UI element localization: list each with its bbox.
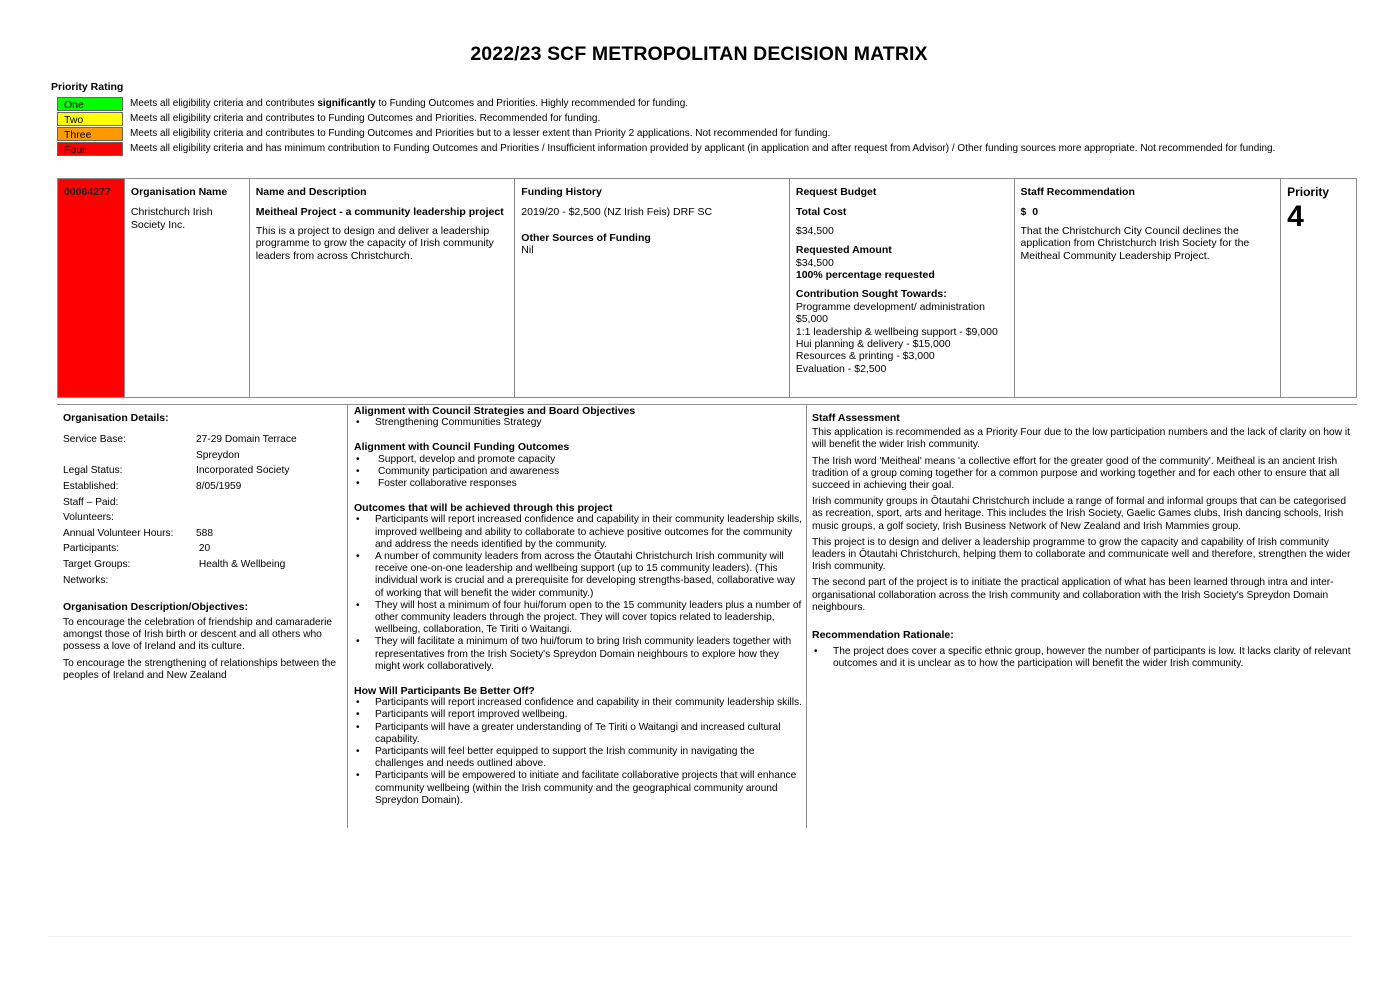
organisation-objective: To encourage the celebration of friendship and camaraderie amongst those of Irish birth or descent and all others who possess a love of Ireland and its culture. bbox=[63, 616, 333, 653]
organisation-detail-row bbox=[63, 528, 345, 540]
priority-description bbox=[130, 113, 600, 125]
detail-value: 27-29 Domain Terrace bbox=[196, 434, 297, 446]
funding-history: 2019/20 - $2,500 (NZ Irish Feis) DRF SC bbox=[521, 206, 713, 219]
footer-divider bbox=[48, 936, 1352, 937]
detail-label: Target Groups: bbox=[63, 558, 131, 570]
outcomes-achieved-heading: Outcomes that will be achieved through this project bbox=[354, 502, 613, 515]
assessment-paragraph: Irish community groups in Ōtautahi Christchurch include a range of formal and informal groups that can be categorised as recreation, sport, arts and heritage. This includes the Irish Society, Gaelic Games clubs, Irish dancing schools, Irish music groups, a golf society, Irish Business Network of New Zealand and Irish Mammies group. bbox=[812, 496, 1346, 532]
priority-swatch: Three bbox=[57, 127, 123, 141]
list-item: • The project does cover a specific ethnic group, however the number of participants is low. It lacks clarity of relevant outcomes and it is unclear as to how the participation will benefit the wider Irish community. bbox=[812, 646, 1352, 670]
organisation-detail-row bbox=[63, 450, 345, 462]
priority-description-text: Meets all eligibility criteria and has minimum contribution to Funding Outcomes and Priorities / Insufficient information provided by applicant (in application and after request from Advisor) / Other funding sources more appropriate. Not recommended for funding. bbox=[130, 142, 1276, 154]
detail-label: Staff – Paid: bbox=[63, 496, 119, 508]
detail-value: Health & Wellbeing bbox=[196, 558, 286, 570]
contribution-list bbox=[796, 301, 1008, 375]
organisation-name: Christchurch Irish Society Inc. bbox=[130, 206, 213, 231]
request-budget-cell bbox=[790, 179, 1015, 397]
project-description: This is a project to design and deliver a leadership programme to grow the capacity of Irish community leaders from across Christchurch. bbox=[255, 224, 494, 262]
organisation-details-list bbox=[63, 434, 345, 587]
priority-description-text: Meets all eligibility criteria and contributes to Funding Outcomes and Priorities but to a lesser extent than Priority 2 applications. Not recommended for funding. bbox=[130, 127, 831, 139]
assessment-paragraph: The Irish word 'Meitheal' means 'a collective effort for the greater good of the community'. Meitheal is an ancient Irish tradition of a group coming together for a common purpose and working together and for each other to ensure that all succeed in achieving their goal. bbox=[812, 455, 1340, 492]
organisation-detail-row bbox=[63, 559, 345, 571]
detail-label: Volunteers: bbox=[63, 512, 114, 524]
priority-value: 4 bbox=[1287, 200, 1304, 234]
funding-outcomes-heading: Alignment with Council Funding Outcomes bbox=[354, 441, 570, 454]
percentage-requested: 100% percentage requested bbox=[795, 269, 935, 282]
detail-value: 8/05/1959 bbox=[196, 480, 242, 492]
contribution-item: Evaluation - $2,500 bbox=[795, 362, 887, 375]
recommended-amount: $ 0 bbox=[1020, 206, 1039, 219]
list-item: • Participants will have a greater understanding of Te Tiriti o Waitangi and increased cultural capability. bbox=[354, 722, 802, 746]
application-id: 00064277 bbox=[64, 186, 111, 198]
organisation-name-heading: Organisation Name bbox=[130, 186, 228, 198]
priority-rating-row bbox=[57, 142, 1275, 156]
requested-amount: $34,500 bbox=[795, 256, 834, 269]
list-item: • Foster collaborative responses bbox=[354, 478, 802, 490]
alignment-column bbox=[354, 405, 802, 807]
name-description-heading: Name and Description bbox=[255, 186, 367, 198]
list-item: • Strengthening Communities Strategy bbox=[354, 417, 802, 429]
other-sources-heading: Other Sources of Funding bbox=[521, 231, 651, 244]
priority-swatch: One bbox=[57, 97, 123, 111]
contribution-item: Hui planning & delivery - $15,000 bbox=[795, 338, 951, 351]
priority-heading: Priority bbox=[1287, 185, 1330, 199]
priority-description-emphasis: significantly bbox=[317, 97, 376, 109]
organisation-detail-row bbox=[63, 481, 345, 493]
detail-value: 588 bbox=[196, 527, 213, 539]
priority-description bbox=[130, 98, 688, 110]
total-cost-label: Total Cost bbox=[795, 206, 847, 219]
list-item: • They will facilitate a minimum of two hui/forum to bring Irish community leaders together with representatives from the Irish Society's Spreydon Domain neighbours to explore how they might work collaboratively. bbox=[354, 636, 802, 673]
priority-swatch: Two bbox=[57, 112, 123, 126]
organisation-objective: To encourage the strengthening of relationships between the peoples of Ireland and New Zealand bbox=[63, 657, 336, 681]
contribution-item: Resources & printing - $3,000 bbox=[795, 350, 935, 363]
priority-rating-row bbox=[57, 112, 600, 126]
detail-value: Spreydon bbox=[196, 449, 240, 461]
detail-label bbox=[63, 450, 196, 462]
assessment-paragraph: The second part of the project is to initiate the practical application of what has been learned through intra and inter-organisational collaboration across the Irish community and collaboration with the Irish Society's Spreydon Domain neighbours. bbox=[812, 577, 1334, 613]
contribution-item: $5,000 bbox=[795, 313, 828, 326]
recommendation-rationale-list bbox=[812, 646, 1352, 670]
column-divider-right bbox=[806, 404, 807, 828]
detail-label: Annual Volunteer Hours: bbox=[63, 527, 174, 539]
funding-history-heading: Funding History bbox=[521, 186, 602, 198]
organisation-detail-row bbox=[63, 465, 345, 477]
organisation-detail-row bbox=[63, 543, 345, 555]
detail-value: Incorporated Society bbox=[196, 465, 290, 477]
priority-cell bbox=[1281, 179, 1356, 397]
application-summary-table bbox=[57, 178, 1357, 398]
list-item: • Participants will report increased confidence and capability in their community leadership skills. bbox=[354, 697, 802, 709]
staff-assessment-text bbox=[812, 427, 1352, 614]
detail-label: Legal Status: bbox=[63, 465, 123, 477]
priority-rating-heading: Priority Rating bbox=[51, 81, 124, 93]
list-item: • Participants will be empowered to initiate and facilitate collaborative projects that will enhance community wellbeing (within the Irish community and the geographical community around Spreydon Domain). bbox=[354, 770, 802, 807]
organisation-description-heading: Organisation Description/Objectives: bbox=[63, 600, 248, 613]
application-id-cell bbox=[58, 179, 125, 397]
priority-rating-row bbox=[57, 97, 688, 111]
page-title: 2022/23 SCF METROPOLITAN DECISION MATRIX bbox=[470, 43, 928, 65]
contribution-item: 1:1 leadership & wellbeing support - $9,000 bbox=[795, 325, 998, 338]
organisation-detail-row bbox=[63, 434, 345, 446]
list-item: • Participants will report improved wellbeing. bbox=[354, 709, 802, 721]
priority-description bbox=[130, 128, 830, 140]
organisation-details-heading: Organisation Details: bbox=[63, 412, 169, 424]
staff-recommendation-heading: Staff Recommendation bbox=[1020, 186, 1135, 198]
detail-label: Established: bbox=[63, 480, 119, 492]
list-item: • Participants will report increased confidence and capability in their community leadership skills, improved wellbeing and ability to collaborate to achieve positive outcomes for the community and address the needs identified by the community. bbox=[354, 514, 802, 551]
organisation-details-column bbox=[63, 412, 345, 686]
detail-label: Service Base: bbox=[63, 434, 126, 446]
other-sources: Nil bbox=[521, 244, 534, 257]
request-budget-heading: Request Budget bbox=[795, 186, 877, 198]
list-item: • They will host a minimum of four hui/forum open to the 15 community leaders plus a number of other community leaders through the project. They will cover topics related to leadership, wellbeing, collaboration, Te Tiriti o Waitangi. bbox=[354, 600, 802, 637]
detail-label: Networks: bbox=[63, 574, 109, 586]
list-item: • Participants will feel better equipped to support the Irish community in navigating the challenges and needs outlined above. bbox=[354, 746, 802, 770]
strategies-list bbox=[354, 417, 802, 429]
better-off-list bbox=[354, 697, 802, 807]
priority-description bbox=[130, 143, 1275, 155]
organisation-detail-row bbox=[63, 497, 345, 509]
outcomes-achieved-list bbox=[354, 514, 802, 673]
list-item: • Community participation and awareness bbox=[354, 466, 802, 478]
column-divider-left bbox=[347, 404, 348, 828]
staff-assessment-heading: Staff Assessment bbox=[812, 412, 900, 424]
recommendation-rationale-heading: Recommendation Rationale: bbox=[812, 629, 954, 642]
priority-description-text: Meets all eligibility criteria and contributes bbox=[130, 97, 318, 109]
list-item: • Support, develop and promote capacity bbox=[354, 454, 802, 466]
contribution-heading: Contribution Sought Towards: bbox=[795, 288, 947, 301]
staff-recommendation-text: That the Christchurch City Council declines the application from Christchurch Irish Society for the Meitheal Community Leadership Project. bbox=[1020, 224, 1250, 262]
priority-swatch: Four bbox=[57, 142, 123, 156]
organisation-detail-row bbox=[63, 512, 345, 524]
contribution-item: Programme development/ administration bbox=[795, 300, 985, 313]
strategies-heading: Alignment with Council Strategies and Board Objectives bbox=[354, 405, 636, 417]
priority-rating-row bbox=[57, 127, 830, 141]
detail-value: 20 bbox=[196, 543, 211, 555]
funding-outcomes-list bbox=[354, 454, 802, 491]
assessment-paragraph: This project is to design and deliver a leadership programme to grow the capacity and capability of Irish community leaders in Ōtautahi Christchurch, helping them to collaborate and communicate well and therefore, strengthen the wider Irish community. bbox=[812, 536, 1351, 573]
organisation-detail-row bbox=[63, 575, 345, 587]
total-cost: $34,500 bbox=[795, 224, 834, 237]
staff-assessment-column bbox=[812, 412, 1352, 671]
organisation-name-cell bbox=[125, 179, 250, 397]
requested-amount-label: Requested Amount bbox=[795, 244, 892, 257]
staff-recommendation-cell bbox=[1015, 179, 1282, 397]
detail-label: Participants: bbox=[63, 543, 120, 555]
organisation-description bbox=[63, 617, 345, 682]
name-description-cell bbox=[250, 179, 516, 397]
funding-history-cell bbox=[515, 179, 790, 397]
list-item: • A number of community leaders from across the Ōtautahi Christchurch Irish community will receive one-on-one leadership and wellbeing support (up to 15 community leaders). (This individual work is crucial and a prerequisite for developing strengths-based, collaborative way of working that will benefit the wider community.) bbox=[354, 551, 802, 600]
assessment-paragraph: This application is recommended as a Priority Four due to the low participation numbers and the lack of clarity on how it will benefit the wider Irish community. bbox=[812, 427, 1350, 451]
priority-description-text: to Funding Outcomes and Priorities. Highly recommended for funding. bbox=[375, 97, 689, 109]
better-off-heading: How Will Participants Be Better Off? bbox=[354, 685, 535, 698]
priority-description-text: Meets all eligibility criteria and contributes to Funding Outcomes and Priorities. Recommended for funding. bbox=[130, 112, 601, 124]
project-name: Meitheal Project - a community leadership project bbox=[255, 206, 504, 219]
